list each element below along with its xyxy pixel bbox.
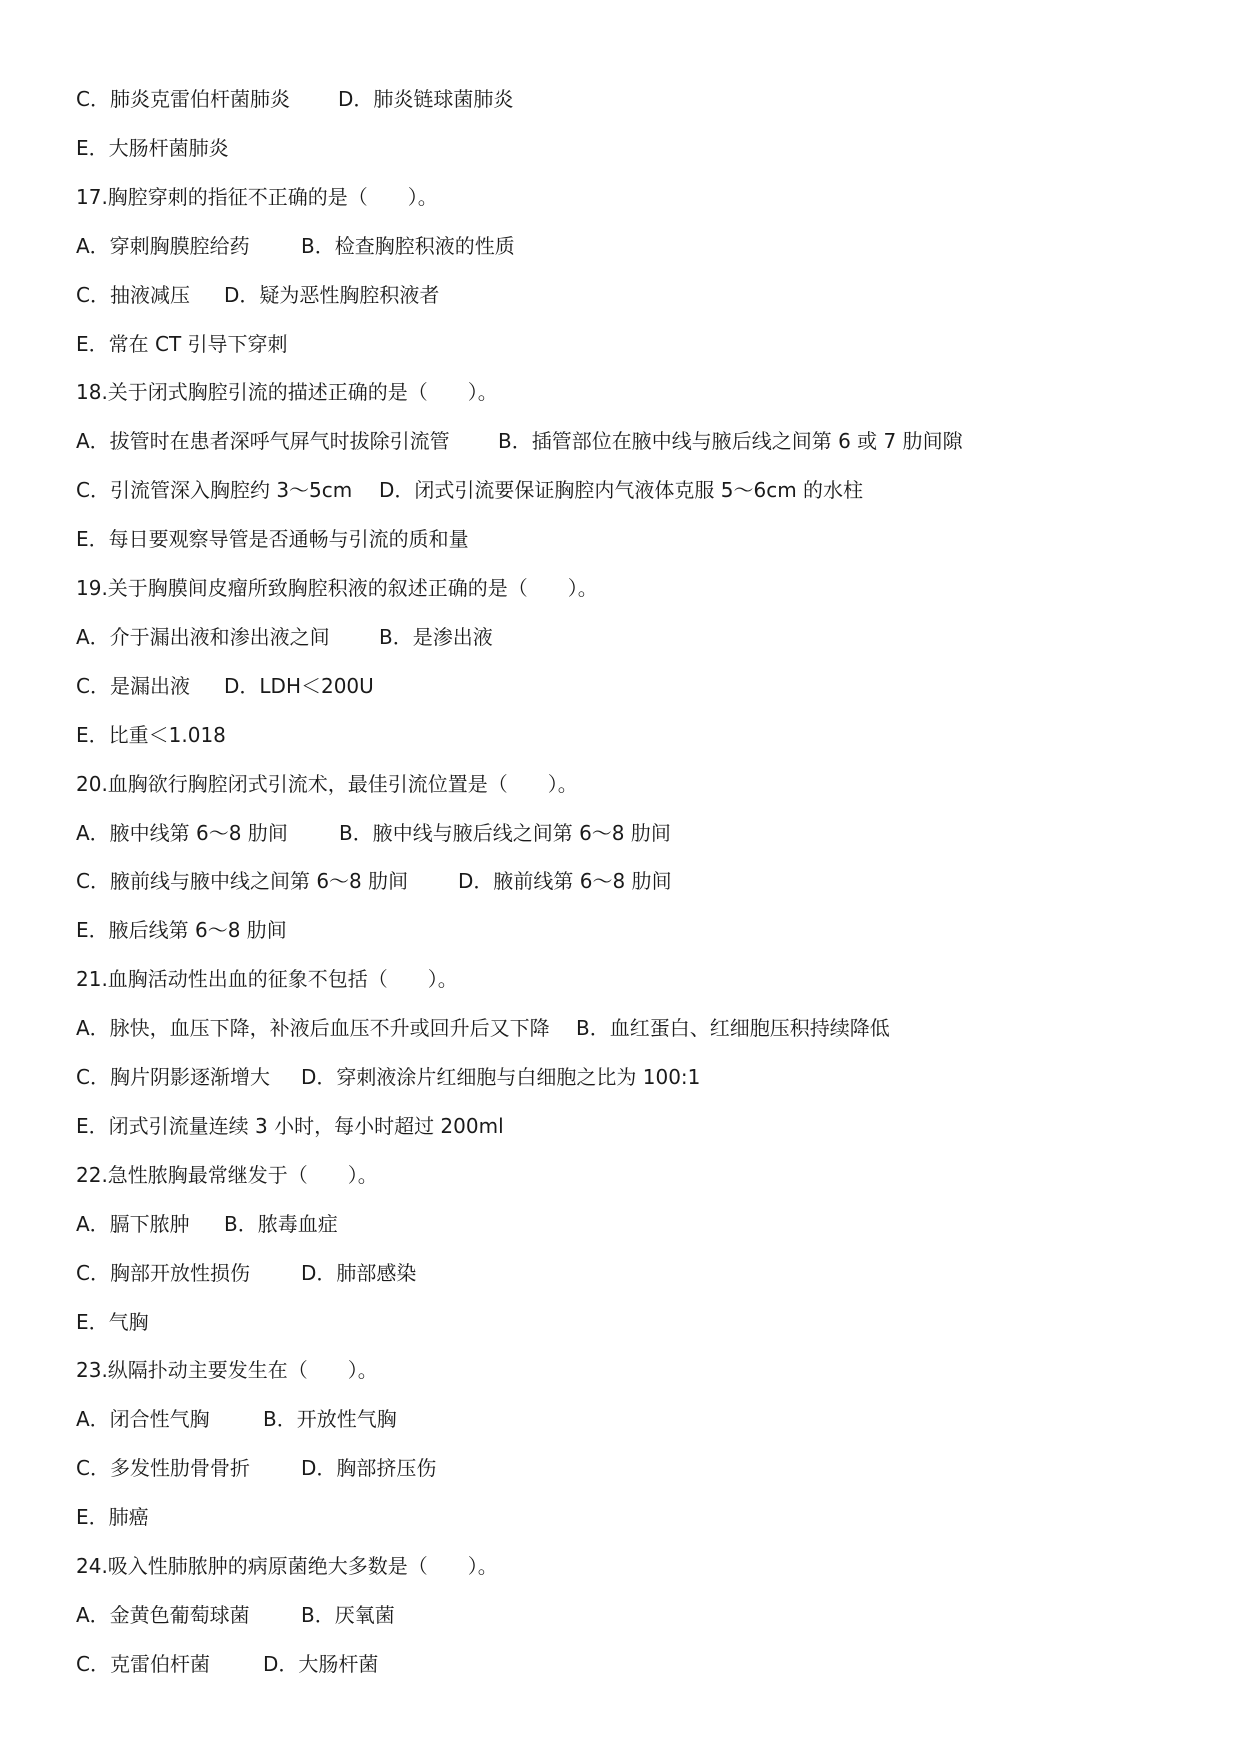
answer-option: E．气胸: [76, 1309, 149, 1334]
answer-option: D．肺部感染: [301, 1260, 417, 1285]
answer-option: A．腋中线第 6～8 肋间: [76, 820, 288, 845]
answer-option: D．大肠杆菌: [263, 1651, 379, 1676]
question-stem: 18.关于闭式胸腔引流的描述正确的是（ ）。: [76, 380, 498, 405]
answer-option: E．比重＜1.018: [76, 722, 226, 747]
question-stem: 20.血胸欲行胸腔闭式引流术，最佳引流位置是（ ）。: [76, 771, 578, 796]
answer-option: B．检查胸腔积液的性质: [301, 233, 515, 258]
answer-option: C．腋前线与腋中线之间第 6～8 肋间: [76, 869, 409, 894]
answer-option: B．是渗出液: [379, 624, 493, 649]
answer-option: C．克雷伯杆菌: [76, 1651, 210, 1676]
question-stem: 23.纵隔扑动主要发生在（ ）。: [76, 1358, 378, 1383]
answer-option: E．肺癌: [76, 1505, 149, 1530]
answer-option: A．穿刺胸膜腔给药: [76, 233, 250, 258]
answer-option: B．厌氧菌: [301, 1602, 395, 1627]
answer-option: C．胸部开放性损伤: [76, 1260, 250, 1285]
question-stem: 22.急性脓胸最常继发于（ ）。: [76, 1162, 378, 1187]
answer-option: E．常在 CT 引导下穿刺: [76, 331, 288, 356]
answer-option: D．疑为恶性胸腔积液者: [224, 282, 440, 307]
answer-option: E．闭式引流量连续 3 小时，每小时超过 200ml: [76, 1113, 504, 1138]
answer-option: A．金黄色葡萄球菌: [76, 1602, 250, 1627]
answer-option: D．胸部挤压伤: [301, 1456, 437, 1481]
answer-option: C．胸片阴影逐渐增大: [76, 1065, 270, 1089]
answer-option: E．腋后线第 6～8 肋间: [76, 918, 287, 943]
answer-option: D．肺炎链球菌肺炎: [338, 87, 514, 111]
answer-option: A．膈下脓肿: [76, 1211, 190, 1236]
answer-option: B．插管部位在腋中线与腋后线之间第 6 或 7 肋间隙: [498, 429, 963, 454]
answer-option: C．抽液减压: [76, 282, 190, 307]
answer-option: D．闭式引流要保证胸腔内气液体克服 5～6cm 的水柱: [379, 478, 864, 503]
answer-option: C．多发性肋骨骨折: [76, 1456, 250, 1481]
answer-option: E．大肠杆菌肺炎: [76, 135, 229, 160]
answer-option: B．开放性气胸: [263, 1407, 397, 1432]
answer-option: A．闭合性气胸: [76, 1407, 210, 1432]
answer-option: D．LDH＜200U: [224, 673, 374, 698]
answer-option: C．是漏出液: [76, 673, 190, 698]
answer-option: E．每日要观察导管是否通畅与引流的质和量: [76, 527, 469, 552]
answer-option: A．介于漏出液和渗出液之间: [76, 624, 330, 649]
question-stem: 24.吸入性肺脓肿的病原菌绝大多数是（ ）。: [76, 1554, 498, 1578]
answer-option: C．肺炎克雷伯杆菌肺炎: [76, 87, 290, 111]
answer-option: A．脉快，血压下降，补液后血压不升或回升后又下降: [76, 1016, 550, 1041]
answer-option: B．脓毒血症: [224, 1211, 338, 1236]
answer-option: B．腋中线与腋后线之间第 6～8 肋间: [339, 820, 671, 845]
answer-option: C．引流管深入胸腔约 3～5cm: [76, 478, 353, 503]
answer-option: A．拔管时在患者深呼气屏气时拔除引流管: [76, 429, 450, 454]
answer-option: D．穿刺液涂片红细胞与白细胞之比为 100:1: [301, 1065, 701, 1089]
answer-option: D．腋前线第 6～8 肋间: [458, 869, 672, 894]
question-stem: 21.血胸活动性出血的征象不包括（ ）。: [76, 967, 458, 992]
question-stem: 17.胸腔穿刺的指征不正确的是（ ）。: [76, 184, 438, 209]
answer-option: B．血红蛋白、红细胞压积持续降低: [576, 1016, 890, 1041]
question-stem: 19.关于胸膜间皮瘤所致胸腔积液的叙述正确的是（ ）。: [76, 576, 598, 600]
